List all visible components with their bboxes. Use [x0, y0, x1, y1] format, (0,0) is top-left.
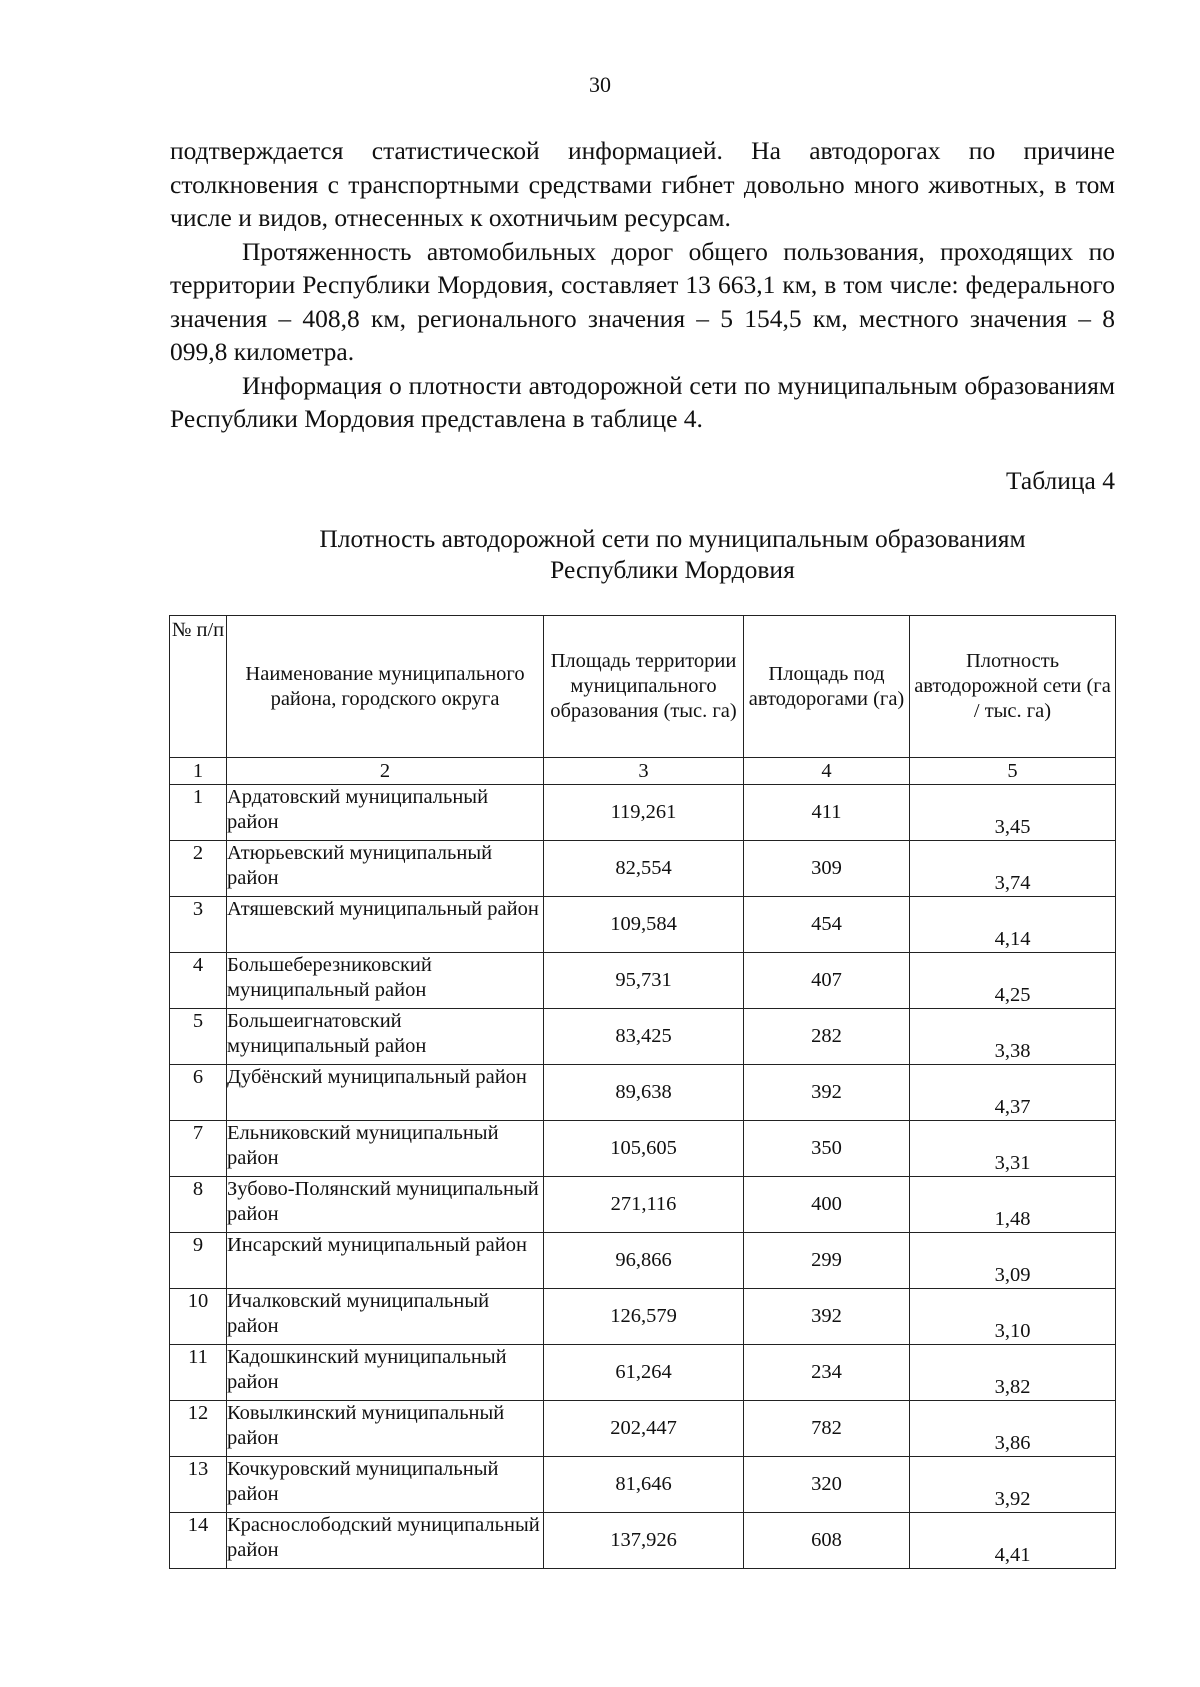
district-name: Краснослободский муниципальный район: [227, 1513, 544, 1569]
road-area: 392: [744, 1289, 910, 1345]
road-density: 3,31: [910, 1121, 1116, 1177]
district-name: Дубёнский муниципальный район: [227, 1065, 544, 1121]
territory-area: 137,926: [544, 1513, 744, 1569]
row-number: 5: [170, 1009, 227, 1065]
territory-area: 82,554: [544, 841, 744, 897]
header-density: Плотность автодорожной сети (га / тыс. га): [910, 616, 1116, 758]
district-name: Атюрьевский муниципальный район: [227, 841, 544, 897]
road-density: 3,82: [910, 1345, 1116, 1401]
column-index: 4: [744, 758, 910, 785]
table-row: [170, 1345, 1116, 1401]
district-name: Большеигнатовский муниципальный район: [227, 1009, 544, 1065]
row-number: 12: [170, 1401, 227, 1457]
column-index: 1: [170, 758, 227, 785]
district-name: Ардатовский муниципальный район: [227, 785, 544, 841]
header-name: Наименование муниципального района, городского округа: [227, 616, 544, 758]
row-number: 4: [170, 953, 227, 1009]
column-index: 5: [910, 758, 1116, 785]
district-name: Ичалковский муниципальный район: [227, 1289, 544, 1345]
page-number: 30: [589, 72, 611, 97]
district-name: Кадошкинский муниципальный район: [227, 1345, 544, 1401]
row-number: 1: [170, 785, 227, 841]
road-area: 407: [744, 953, 910, 1009]
body-text: [170, 134, 1115, 436]
table-row: [170, 1065, 1116, 1121]
table-row: [170, 1401, 1116, 1457]
road-area: 299: [744, 1233, 910, 1289]
row-number: 11: [170, 1345, 227, 1401]
table-row: [170, 1121, 1116, 1177]
table-title: [230, 523, 1115, 585]
district-name: Инсарский муниципальный район: [227, 1233, 544, 1289]
road-density: 3,09: [910, 1233, 1116, 1289]
road-area: 309: [744, 841, 910, 897]
table-body: [170, 785, 1116, 1569]
table-title-line2: Республики Мордовия: [550, 555, 795, 584]
row-number: 2: [170, 841, 227, 897]
paragraph-road-length: Протяженность автомобильных дорог общего пользования, проходящих по территории Республики Мордовия, составляет 13 663,1 км, в том числе: федерального значения – 408,8 км, регионального значения – 5 154,5 км, местного значения – 8 099,8 километра.: [170, 236, 1115, 366]
territory-area: 61,264: [544, 1345, 744, 1401]
header-road-area: Площадь под автодорогами (га): [744, 616, 910, 758]
column-index: 2: [227, 758, 544, 785]
road-area: 454: [744, 897, 910, 953]
road-density: 3,74: [910, 841, 1116, 897]
column-index: 3: [544, 758, 744, 785]
paragraph-continuation: подтверждается статистической информацией. На автодорогах по причине столкновения с транспортными средствами гибнет довольно много животных, в том числе и видов, отнесенных к охотничьим ресурсам.: [170, 136, 1115, 232]
road-area: 608: [744, 1513, 910, 1569]
road-density: 4,14: [910, 897, 1116, 953]
road-density: 3,38: [910, 1009, 1116, 1065]
road-area: 350: [744, 1121, 910, 1177]
territory-area: 119,261: [544, 785, 744, 841]
district-name: Зубово-Полянский муниципальный район: [227, 1177, 544, 1233]
row-number: 10: [170, 1289, 227, 1345]
table-row: [170, 1233, 1116, 1289]
road-density: 4,25: [910, 953, 1116, 1009]
road-area: 400: [744, 1177, 910, 1233]
road-density: 4,41: [910, 1513, 1116, 1569]
territory-area: 105,605: [544, 1121, 744, 1177]
table-header-row: [170, 616, 1116, 758]
row-number: 9: [170, 1233, 227, 1289]
row-number: 14: [170, 1513, 227, 1569]
table-row: [170, 897, 1116, 953]
row-number: 13: [170, 1457, 227, 1513]
table-caption: Таблица 4: [1005, 466, 1115, 495]
territory-area: 89,638: [544, 1065, 744, 1121]
row-number: 3: [170, 897, 227, 953]
road-area: 392: [744, 1065, 910, 1121]
table-row: [170, 841, 1116, 897]
row-number: 6: [170, 1065, 227, 1121]
territory-area: 109,584: [544, 897, 744, 953]
district-name: Ельниковский муниципальный район: [227, 1121, 544, 1177]
road-area: 320: [744, 1457, 910, 1513]
row-number: 7: [170, 1121, 227, 1177]
road-density: 4,37: [910, 1065, 1116, 1121]
district-name: Ковылкинский муниципальный район: [227, 1401, 544, 1457]
district-name: Атяшевский муниципальный район: [227, 897, 544, 953]
territory-area: 126,579: [544, 1289, 744, 1345]
road-area: 234: [744, 1345, 910, 1401]
district-name: Большеберезниковский муниципальный район: [227, 953, 544, 1009]
header-num: № п/п: [170, 616, 227, 758]
road-density: 3,45: [910, 785, 1116, 841]
table-row: [170, 953, 1116, 1009]
road-density: 3,10: [910, 1289, 1116, 1345]
territory-area: 202,447: [544, 1401, 744, 1457]
table-row: [170, 1513, 1116, 1569]
territory-area: 83,425: [544, 1009, 744, 1065]
territory-area: 271,116: [544, 1177, 744, 1233]
table-row: [170, 1289, 1116, 1345]
table-row: [170, 1177, 1116, 1233]
road-density-table: [169, 615, 1116, 1569]
territory-area: 81,646: [544, 1457, 744, 1513]
table-title-line1: Плотность автодорожной сети по муниципальным образованиям: [319, 524, 1026, 553]
row-number: 8: [170, 1177, 227, 1233]
header-area: Площадь территории муниципального образования (тыс. га): [544, 616, 744, 758]
district-name: Кочкуровский муниципальный район: [227, 1457, 544, 1513]
table-row: [170, 1009, 1116, 1065]
road-density: 3,86: [910, 1401, 1116, 1457]
road-density: 1,48: [910, 1177, 1116, 1233]
table-row: [170, 1457, 1116, 1513]
table-row: [170, 785, 1116, 841]
road-density: 3,92: [910, 1457, 1116, 1513]
road-area: 282: [744, 1009, 910, 1065]
road-area: 411: [744, 785, 910, 841]
table-index-row: [170, 758, 1116, 785]
road-area: 782: [744, 1401, 910, 1457]
paragraph-table-reference: Информация о плотности автодорожной сети по муниципальным образованиям Республики Мордовия представлена в таблице 4.: [170, 370, 1115, 433]
territory-area: 96,866: [544, 1233, 744, 1289]
territory-area: 95,731: [544, 953, 744, 1009]
